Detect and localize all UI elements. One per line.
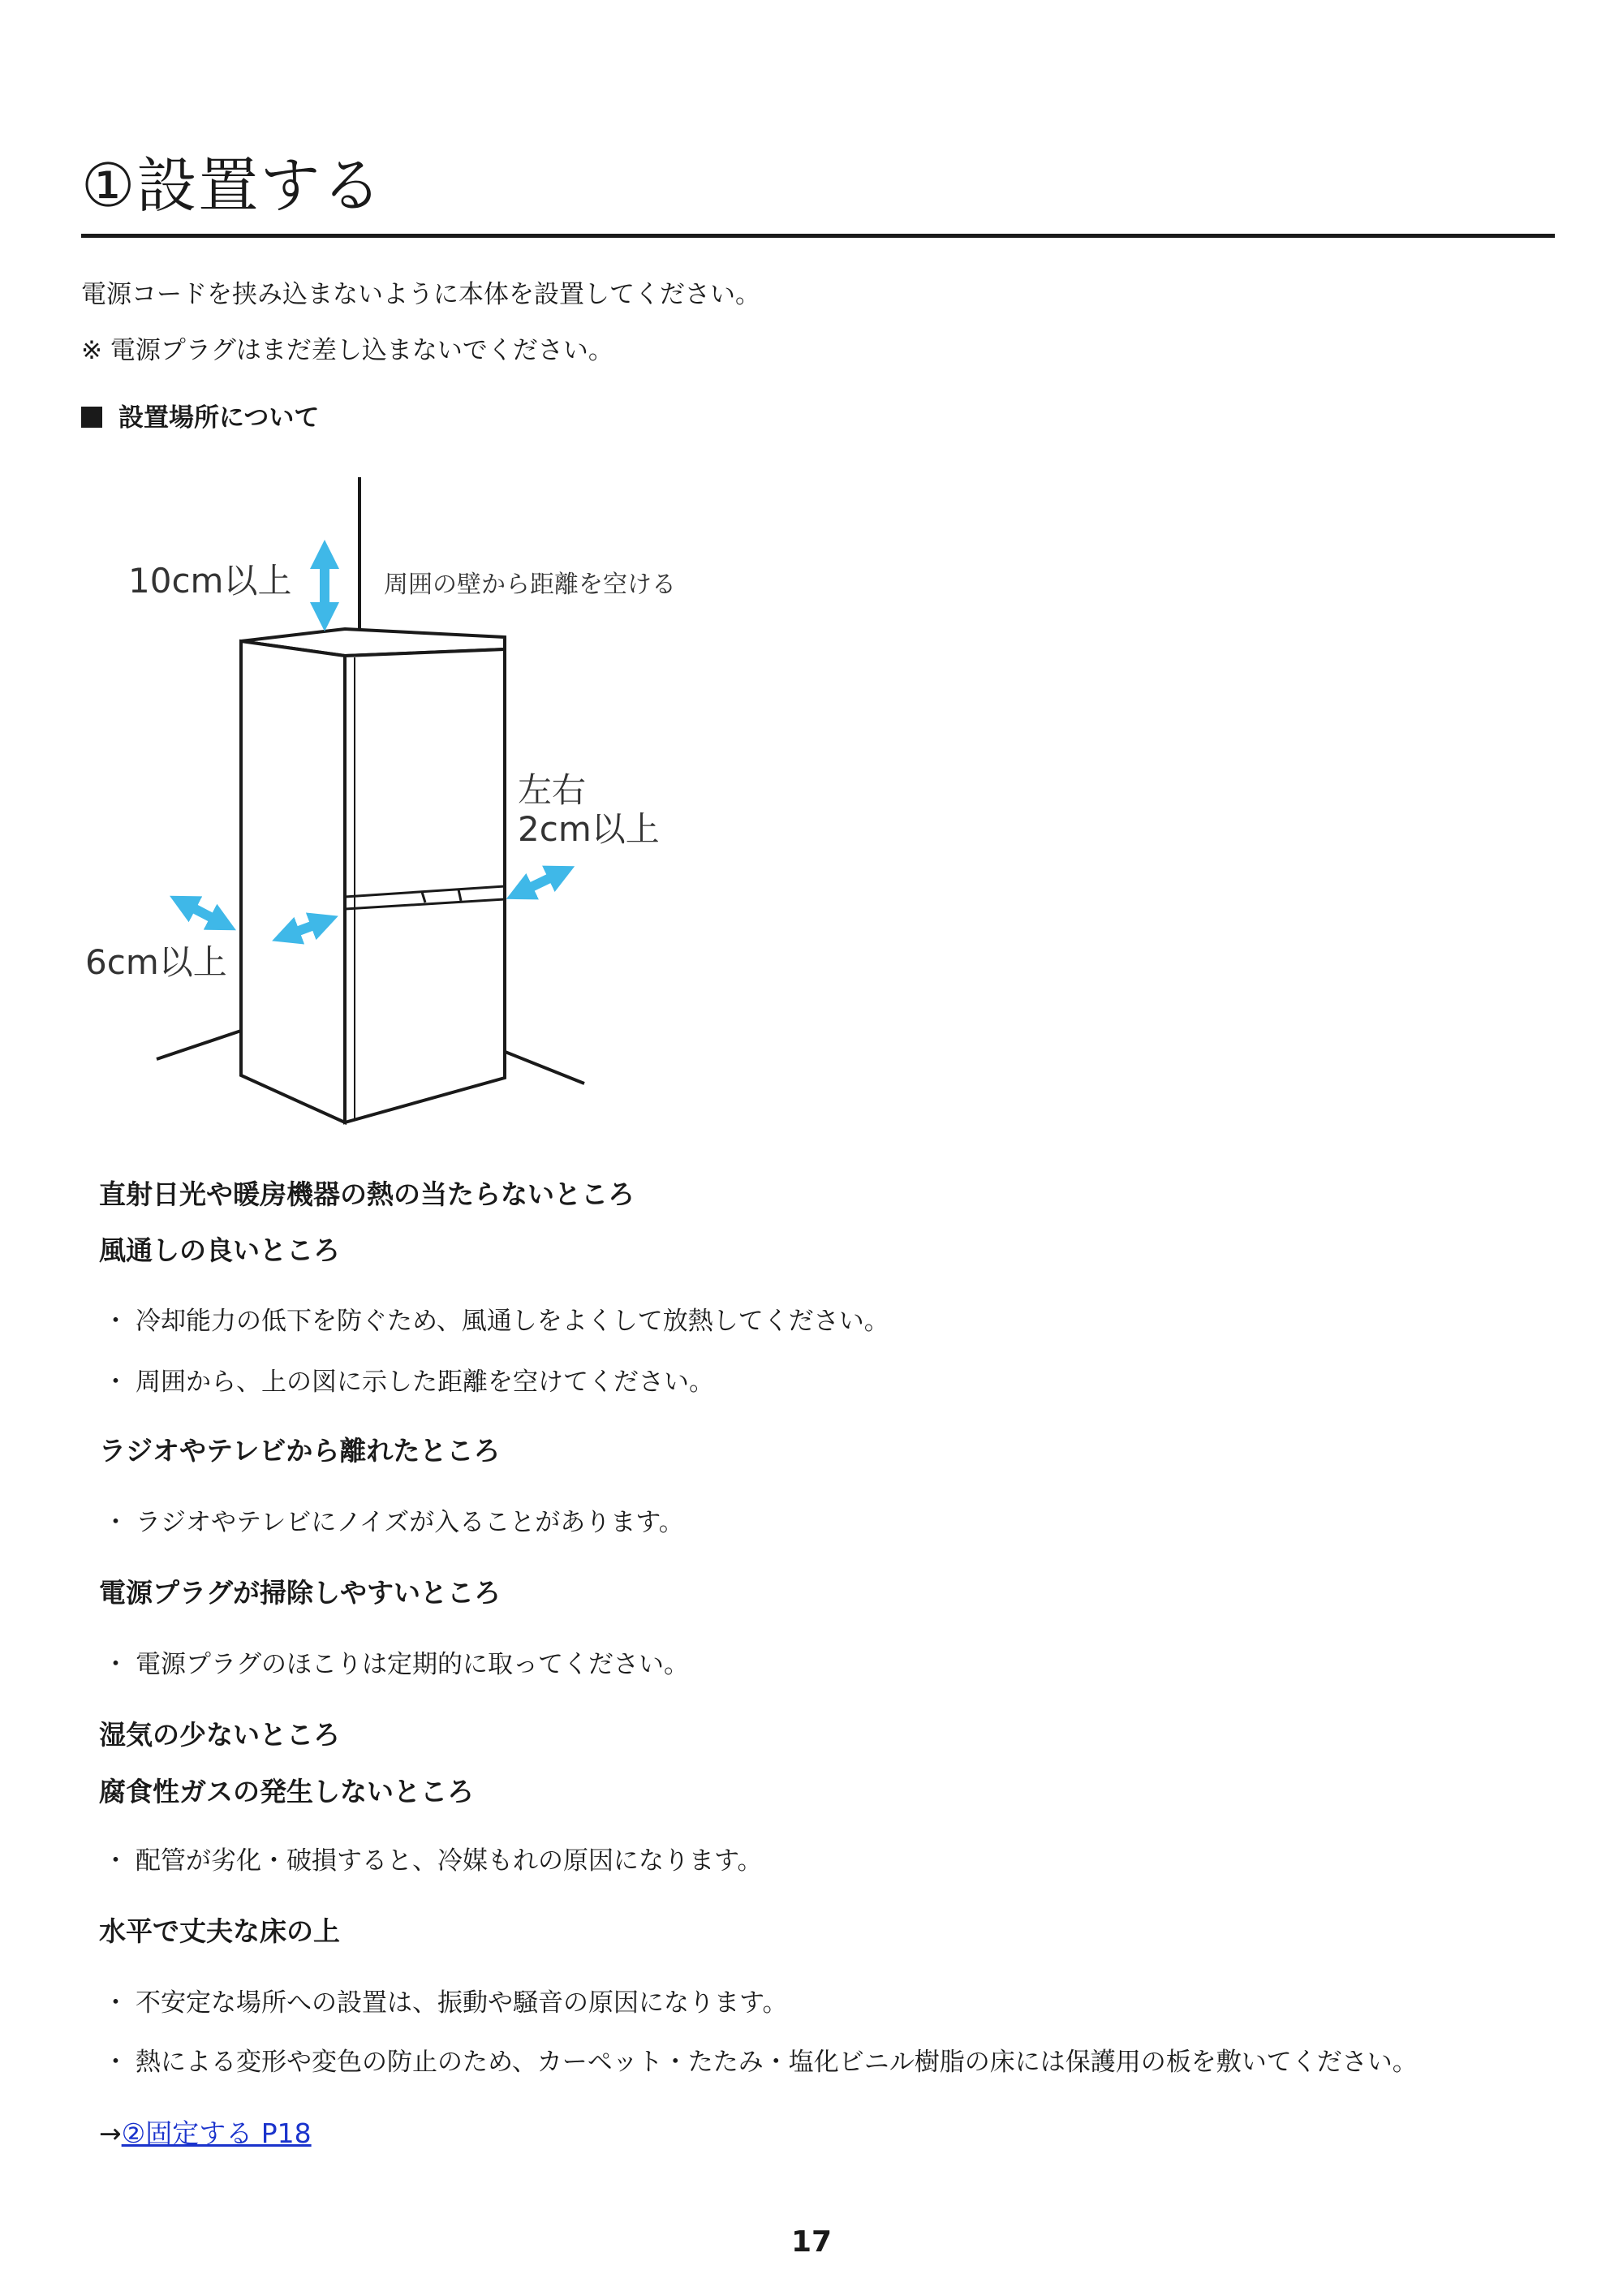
next-step-reference	[99, 2117, 312, 2150]
location-heading: 腐食性ガスの発生しないところ	[99, 1776, 474, 1807]
fix-page-link[interactable]: ②固定する P18	[121, 2117, 312, 2149]
intro-text: 電源コードを挟み込まないように本体を設置してください。	[81, 280, 760, 309]
location-heading: 水平で丈夫な床の上	[99, 1915, 340, 1947]
list-item: ・ 冷却能力の低下を防ぐため、風通しをよくして放熱してください。	[103, 1307, 889, 1336]
top-clearance-label: 10cm以上	[128, 561, 292, 601]
section-heading-text: 設置場所について	[118, 403, 320, 433]
list-item: ・ ラジオやテレビにノイズが入ることがあります。	[103, 1508, 684, 1537]
back-clearance-arrow	[183, 902, 223, 924]
location-heading: 湿気の少ないところ	[99, 1719, 340, 1751]
list-item: ・ 不安定な場所への設置は、振動や騒音の原因になります。	[103, 1988, 788, 2018]
back-clearance-label: 6cm以上	[85, 942, 227, 982]
side-clearance-label-1: 左右	[518, 770, 587, 810]
wall-distance-note: 周囲の壁から距離を空ける	[384, 571, 676, 599]
page-title: ①設置する	[81, 151, 384, 221]
location-heading: 電源プラグが掃除しやすいところ	[99, 1577, 501, 1609]
floor-line-left	[157, 1031, 241, 1059]
installation-diagram	[0, 0, 1623, 1136]
list-item: ・ 電源プラグのほこりは定期的に取ってください。	[103, 1650, 689, 1679]
floor-line-right	[503, 1051, 584, 1083]
location-heading: 直射日光や暖房機器の熱の当たらないところ	[99, 1178, 635, 1210]
arrow-icon: →	[99, 2117, 122, 2149]
intro-note: ※ 電源プラグはまだ差し込まないでください。	[81, 336, 613, 365]
list-item: ・ 熱による変形や変色の防止のため、カーペット・たたみ・塩化ビニル樹脂の床には保護用の板を敷いてください。	[103, 2048, 1418, 2077]
location-heading: ラジオやテレビから離れたところ	[99, 1435, 501, 1467]
list-item: ・ 周囲から、上の図に示した距離を空けてください。	[103, 1368, 714, 1397]
list-item: ・ 配管が劣化・破損すると、冷媒もれの原因になります。	[103, 1846, 763, 1876]
location-heading: 風通しの良いところ	[99, 1234, 340, 1266]
page-number: 17	[790, 2225, 833, 2259]
side-clearance-label-2: 2cm以上	[518, 809, 660, 849]
refrigerator-illustration	[241, 629, 505, 1122]
side-clearance-arrow-right	[519, 872, 562, 893]
